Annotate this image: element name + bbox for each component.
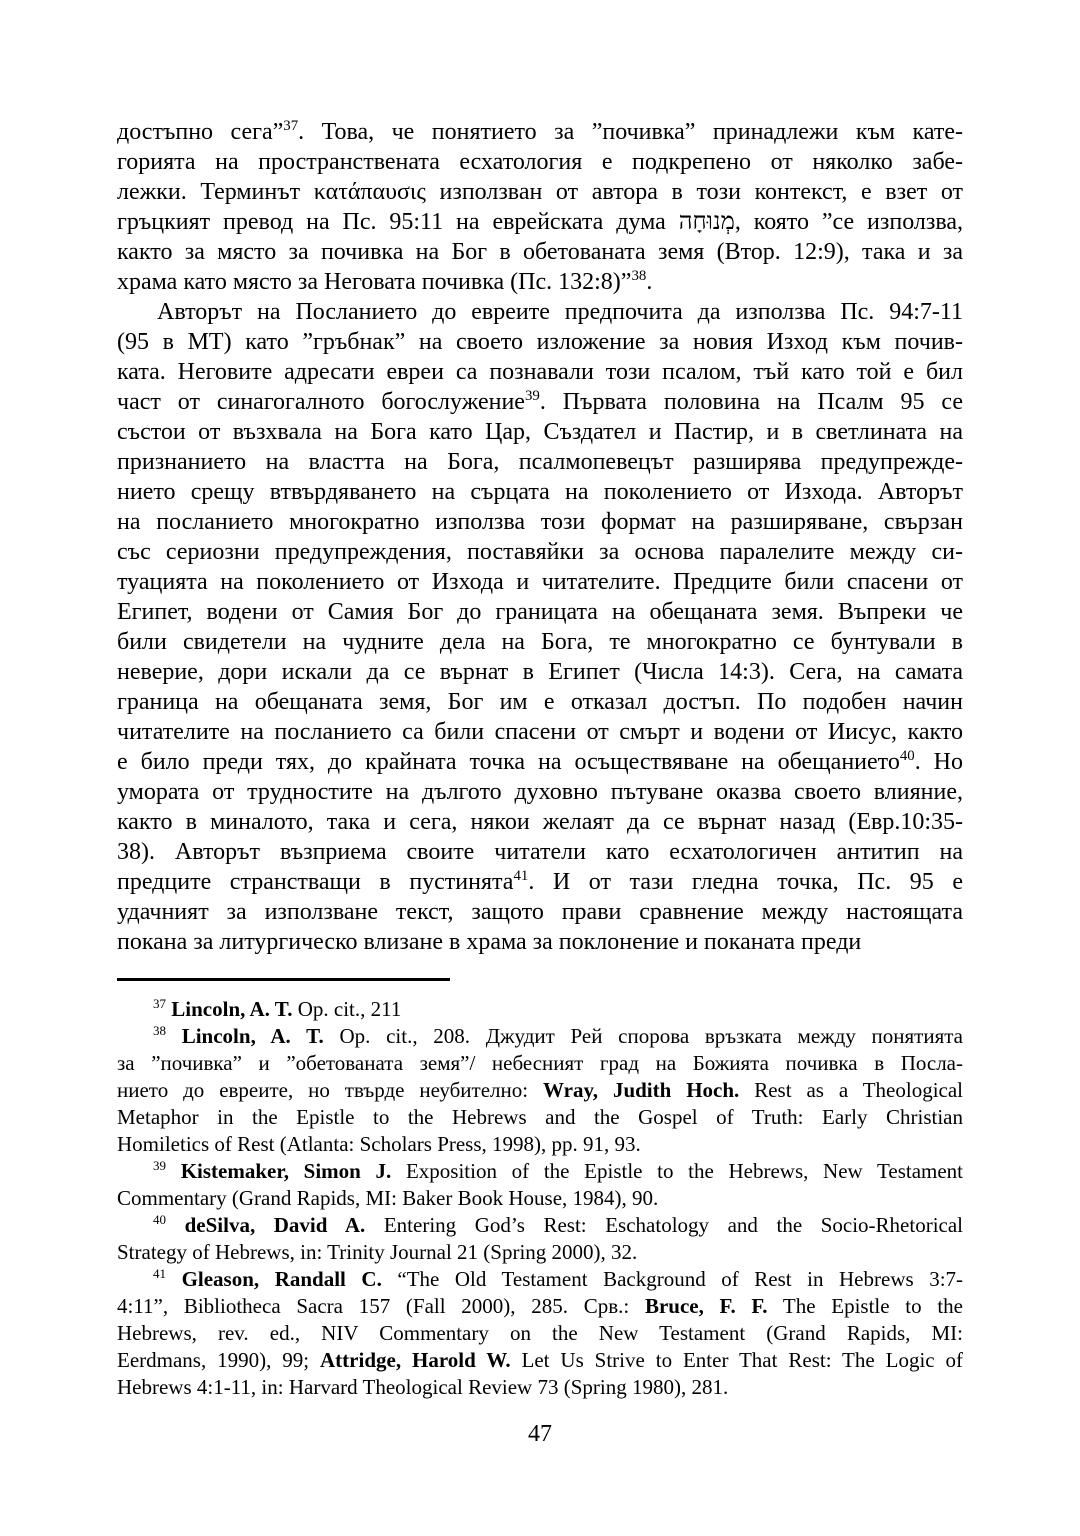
footnote-text: Exposition of the Epistle to the Hebrews, New Testament [391, 1159, 964, 1183]
footnote-text: Let Us Strive to Enter That Rest: The Logic of [510, 1348, 963, 1372]
footnote-text: The Epistle to the [767, 1294, 963, 1318]
text-line: състои от възхвала на Бога като Цар, Създател и Пастир, и в светлината на [117, 419, 963, 445]
paragraph [117, 117, 963, 297]
footnote-line [117, 1320, 963, 1347]
footnote-line [117, 1104, 963, 1131]
footnote-text: 4:11”, Bibliotheca Sacra 157 (Fall 2000), 285. Срв.: [117, 1294, 645, 1318]
footnote-text [153, 1267, 182, 1291]
text-line: горията на пространствената есхатология е подкрепено от няколко забе- [117, 149, 963, 175]
footnote-line [117, 1131, 963, 1158]
footnote-text: Metaphor in the Epistle to the Hebrews and the Gospel of Truth: Early Christian [117, 1105, 963, 1129]
footnote-reference: 39 [153, 1158, 167, 1173]
footnote-reference: 41 [153, 1266, 167, 1281]
text-line: Египет, водени от Самия Бог до границата на обещаната земя. Въпреки че [117, 599, 963, 625]
text-line: е било преди тях, до крайната точка на осъществяване на обещанието$^{40}$. Но [117, 748, 963, 775]
text-line: признанието на властта на Бога, псалмопевецът разширява предупрежде- [117, 449, 963, 475]
footnote-text [153, 1213, 185, 1237]
footnote-text: Op. cit., 208. Джудит Рей спорова връзката между понятията [323, 1024, 963, 1048]
footnote-line [117, 1266, 963, 1293]
footnote-line [117, 1347, 963, 1374]
text-line: нието срещу втвърдяването на сърцата на поколението от Изхода. Авторът [117, 479, 963, 505]
footnote-reference: 40 [153, 1212, 167, 1227]
footnote-line [117, 1293, 963, 1320]
text-line: били свидетели на чудните дела на Бога, те многократно се бунтували в [117, 629, 963, 655]
text-line: читателите на посланието са били спасени от смърт и водени от Иисус, както [117, 719, 963, 745]
footnote-text [153, 997, 171, 1021]
footnote-reference: 38 [631, 268, 647, 284]
footnote-separator [117, 978, 450, 981]
footnote-reference: 39 [524, 388, 540, 404]
text-line: лежки. Терминът κατάπαυσις използван от автора в този контекст, е взет от [117, 179, 963, 205]
text-line: 38). Авторът възприема своите читатели като есхатологичен антитип на [117, 839, 963, 865]
footnote-line [117, 1185, 963, 1212]
footnote-text: Eerdmans, 1990), 99; [117, 1348, 321, 1372]
footnote-line [117, 1077, 963, 1104]
text-line: неверие, дори искали да се върнат в Египет (Числа 14:3). Сега, на самата [117, 659, 963, 685]
author-name: Bruce, F. F. [644, 1294, 768, 1318]
footnote-line [117, 1158, 963, 1185]
footnote-text: Op. cit., 211 [292, 997, 402, 1021]
footnote-reference: 38 [153, 1023, 167, 1038]
author-name: Kistemaker, Simon J. [180, 1159, 392, 1183]
text-line: туацията на поколението от Изхода и читателите. Предците били спасени от [117, 569, 963, 595]
author-name: deSilva, David A. [184, 1213, 366, 1237]
text-line: умората от трудностите на дългото духовно пътуване оказва своето влияние, [117, 779, 963, 805]
text-line: граница на обещаната земя, Бог им е отказал достъп. По подобен начин [117, 689, 963, 715]
text-line: удачният за използване текст, защото прави сравнение между настоящата [117, 899, 963, 925]
footnote-text: нието до евреите, но твърде неубително: [117, 1078, 543, 1102]
author-name: Wray, Judith Hoch. [543, 1078, 740, 1102]
footnote-line [117, 1374, 963, 1401]
author-name: Gleason, Randall C. [181, 1267, 382, 1291]
footnote-text: Homiletics of Rest (Atlanta: Scholars Press, 1998), pp. 91, 93. [117, 1132, 641, 1156]
page-number: 47 [528, 1421, 552, 1447]
text-line: със сериозни предупреждения, поставяйки за основа паралелите между си- [117, 539, 963, 565]
text-line: достъпно сега”$^{37}$. Това, че понятието за ”почивка” принадлежи към кате- [117, 118, 964, 145]
text-line: част от синагогалното богослужение$^{39}$. Първата половина на Псалм 95 се [117, 388, 964, 415]
text-line: покана за литургическо влизане в храма за поклонение и поканата преди [117, 929, 862, 955]
footnote-41 [117, 1266, 963, 1401]
footnote-39 [117, 1158, 963, 1212]
footnote-line [117, 1023, 963, 1050]
footnote-text: Entering God’s Rest: Eschatology and the Socio-Rhetorical [365, 1213, 964, 1237]
footnote-reference: 37 [283, 118, 299, 134]
author-name: Lincoln, A. T. [171, 997, 293, 1021]
paragraph [117, 297, 963, 957]
footnote-text: “The Old Testament Background of Rest in Hebrews 3:7- [381, 1267, 964, 1291]
text-line: храма като място за Неговата почивка (Пс. 132:8)”$^{38}$. [117, 268, 653, 295]
body-text [117, 117, 963, 957]
footnote-text: за ”почивка” и ”обетованата земя”/ небесният град на Божията почивка в Посла- [117, 1051, 963, 1075]
footnote-reference: 40 [899, 748, 915, 764]
footnote-38 [117, 1023, 963, 1158]
text-line: ката. Неговите адресати евреи са познавали този псалом, тъй като той е бил [117, 359, 963, 385]
footnote-line [117, 1212, 963, 1239]
footnote-text: Rest as a Theological [739, 1078, 964, 1102]
footnote-reference: 37 [153, 996, 167, 1011]
footnote-text [153, 1024, 182, 1048]
footnote-reference: 41 [513, 868, 529, 884]
text-line: предците странстващи в пустинята$^{41}$. И от тази гледна точка, Пс. 95 е [117, 868, 963, 895]
footnote-40 [117, 1212, 963, 1266]
footnote-text: Strategy of Hebrews, in: Trinity Journal 21 (Spring 2000), 32. [117, 1240, 638, 1264]
text-line: на посланието многократно използва този формат на разширяване, свързан [117, 509, 963, 535]
footnote-text [153, 1159, 181, 1183]
text-line: гръцкият превод на Пс. 95:11 на еврейската дума מְנוּחָה, която ”се използва, [117, 209, 964, 235]
text-line: Авторът на Посланието до евреите предпочита да използва Пс. 94:7-11 [157, 299, 963, 325]
footnote-37 [117, 996, 963, 1023]
footnote-text: Hebrews, rev. ed., NIV Commentary on the New Testament (Grand Rapids, MI: [117, 1321, 963, 1345]
author-name: Attridge, Harold W. [320, 1348, 511, 1372]
footnote-text: Commentary (Grand Rapids, MI: Baker Book House, 1984), 90. [117, 1186, 659, 1210]
footnote-line [117, 996, 963, 1023]
text-line: (95 в МТ) като ”гръбнак” на своето изложение за новия Изход към почив- [117, 329, 963, 355]
author-name: Lincoln, A. T. [181, 1024, 324, 1048]
footnote-line [117, 1239, 963, 1266]
footnotes [117, 996, 963, 1401]
text-line: както в миналото, така и сега, някои желаят да се върнат назад (Евр.10:35- [117, 809, 963, 835]
footnote-line [117, 1050, 963, 1077]
footnote-text: Hebrews 4:1-11, in: Harvard Theological Review 73 (Spring 1980), 281. [117, 1375, 729, 1399]
text-line: както за място за почивка на Бог в обетованата земя (Втор. 12:9), така и за [117, 239, 963, 265]
